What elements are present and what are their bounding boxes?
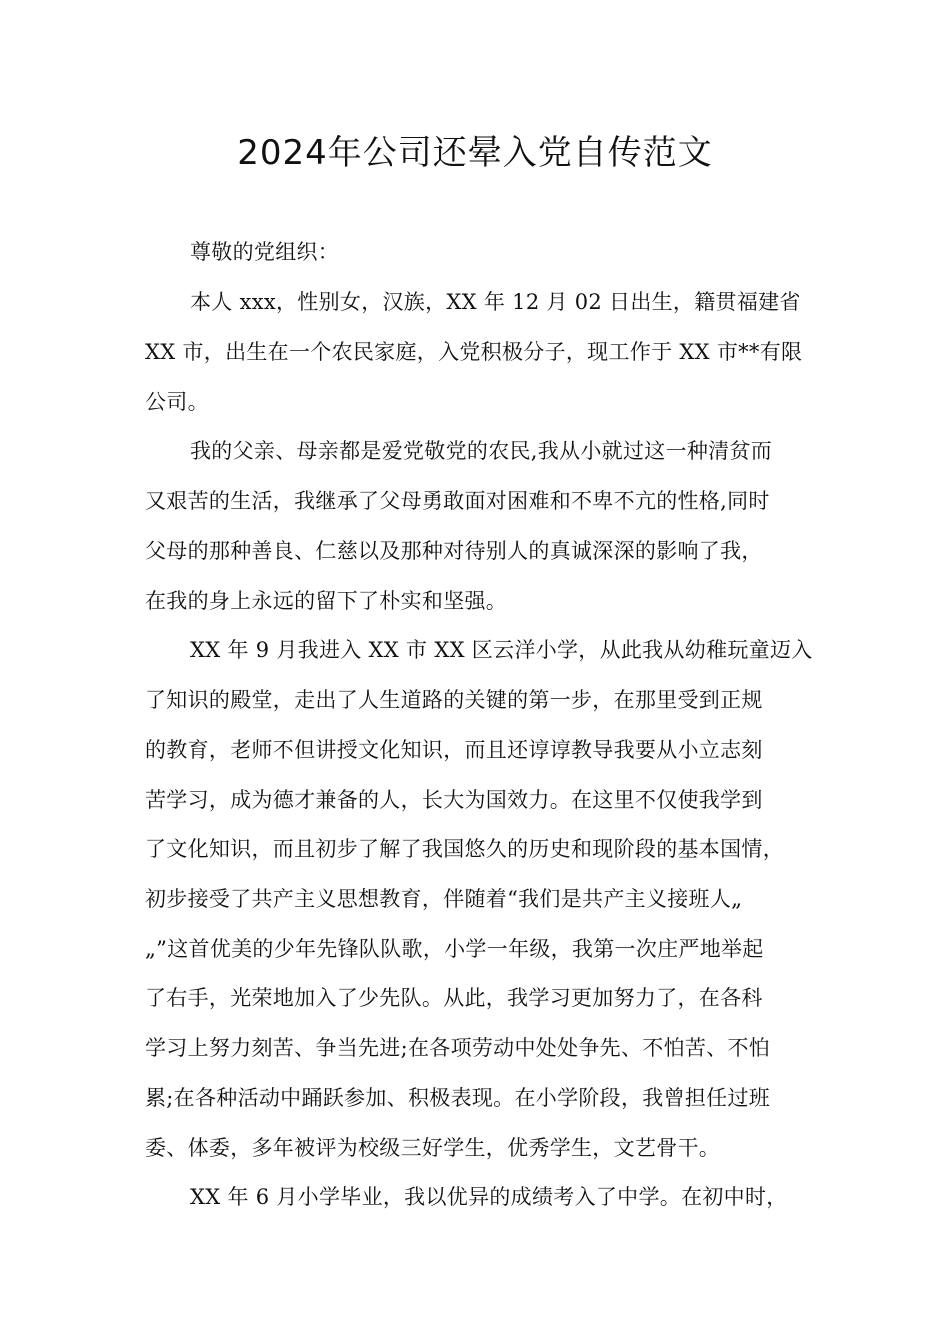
paragraph-line: 公司。 [145,390,209,414]
paragraph-line: „”这首优美的少年先锋队队歌，小学一年级，我第一次庄严地举起 [145,937,764,961]
paragraph-line: 了文化知识，而且初步了解了我国悠久的历史和现阶段的基本国情， [145,837,784,861]
paragraph-line: 苦学习，成为德才兼备的人，长大为国效力。在这里不仅使我学到 [145,788,763,812]
paragraph-line: XX 年 9 月我进入 XX 市 XX 区云洋小学，从此我从幼稚玩童迈入 [190,638,813,662]
paragraph-line: 委、体委，多年被评为校级三好学生，优秀学生，文艺骨干。 [145,1136,721,1160]
document-title: 2024年公司还晕入党自传范文 [237,133,713,173]
paragraph-line: 累;在各种活动中踊跃参加、积极表现。在小学阶段，我曾担任过班 [145,1086,771,1110]
paragraph-line: 父母的那种善良、仁慈以及那种对待别人的真诚深深的影响了我， [145,539,763,563]
paragraph-line: 初步接受了共产主义思想教育，伴随着“我们是共产主义接班人„ [145,887,743,911]
paragraph-line: XX 市，出生在一个农民家庭，入党积极分子，现工作于 XX 市**有限 [145,340,803,364]
paragraph-line: 了知识的殿堂，走出了人生道路的关键的第一步，在那里受到正规 [145,688,763,712]
paragraph-line: 的教育，老师不但讲授文化知识，而且还谆谆教导我要从小立志刻 [145,738,763,762]
salutation: 尊敬的党组织： [190,240,340,264]
paragraph-line: 学习上努力刻苦、争当先进;在各项劳动中处处争先、不怕苦、不怕 [145,1036,771,1060]
paragraph-line: XX 年 6 月小学毕业，我以优异的成绩考入了中学。在初中时， [190,1185,788,1209]
paragraph-line: 了右手，光荣地加入了少先队。从此，我学习更加努力了，在各科 [145,986,763,1010]
paragraph-line: 又艰苦的生活，我继承了父母勇敢面对困难和不卑不亢的性格,同时 [145,489,770,513]
paragraph-line: 在我的身上永远的留下了朴实和坚强。 [145,589,508,613]
paragraph-line: 本人 xxx，性别女，汉族，XX 年 12 月 02 日出生，籍贯福建省 [190,290,801,314]
paragraph-line: 我的父亲、母亲都是爱党敬党的农民,我从小就过这一种清贫而 [190,439,773,463]
